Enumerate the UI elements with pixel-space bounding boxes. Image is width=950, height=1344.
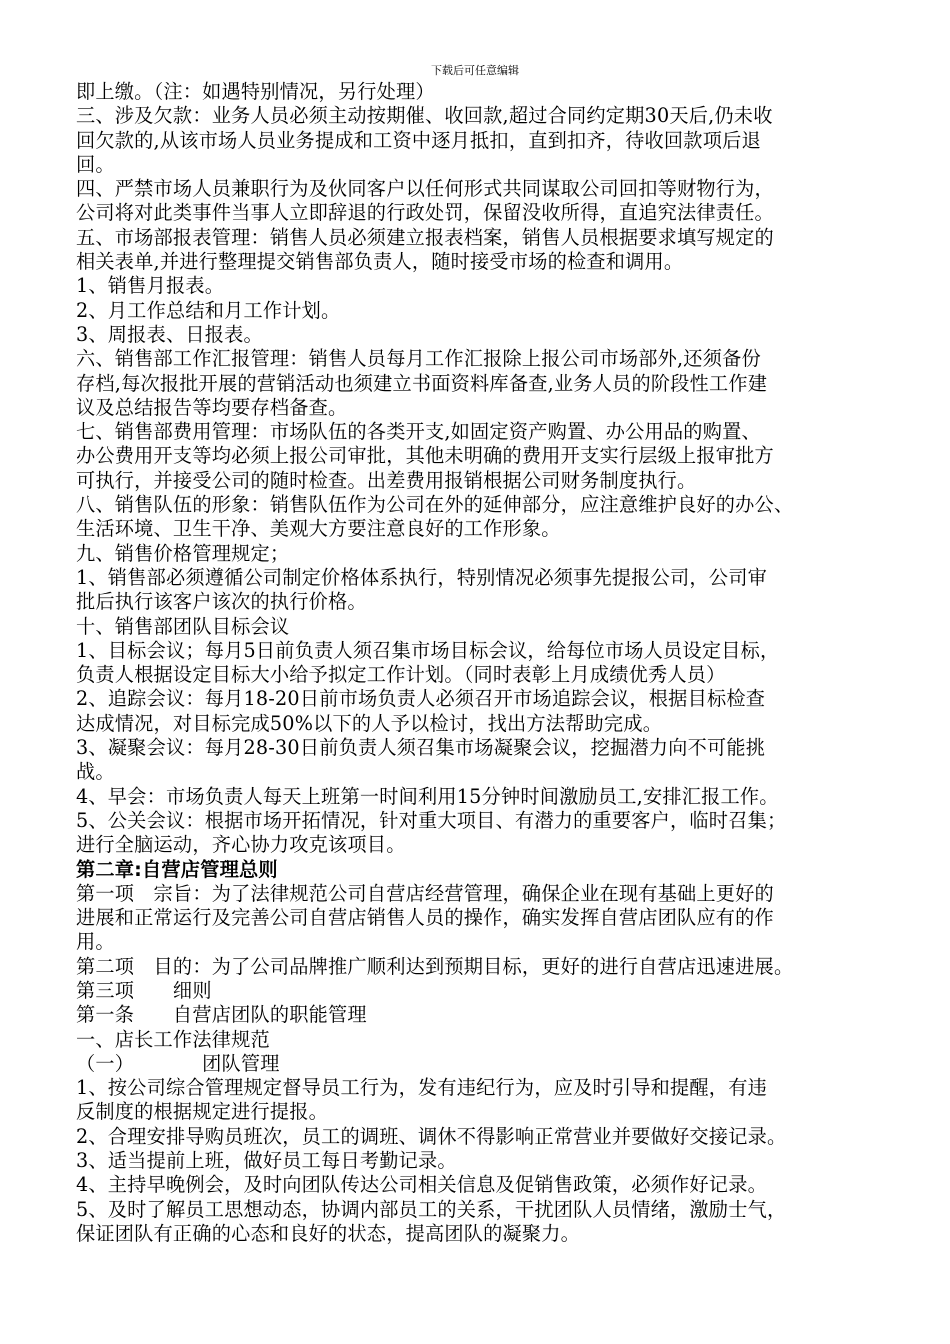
text-line: 五、市场部报表管理：销售人员必须建立报表档案，销售人员根据要求填写规定的: [76, 225, 774, 249]
text-line: 批后执行该客户该次的执行价格。: [76, 590, 367, 614]
text-line: 六、销售部工作汇报管理：销售人员每月工作汇报除上报公司市场部外,还须备份: [76, 347, 761, 371]
text-line: 一、店长工作法律规范: [76, 1027, 270, 1051]
text-line: 回欠款的,从该市场人员业务提成和工资中逐月抵扣，直到扣齐，待收回款项后退: [76, 128, 761, 152]
text-line: 5、及时了解员工思想动态，协调内部员工的关系，干扰团队人员情绪，激励士气，: [76, 1197, 787, 1221]
text-line: 达成情况，对目标完成50%以下的人予以检讨，找出方法帮助完成。: [76, 711, 663, 735]
text-line: 四、严禁市场人员兼职行为及伙同客户以任何形式共同谋取公司回扣等财物行为，: [76, 177, 774, 201]
text-line: 3、周报表、日报表。: [76, 322, 263, 346]
text-line: 4、早会：市场负责人每天上班第一时间利用15分钟时间激励员工,安排汇报工作。: [76, 784, 779, 808]
text-line: 1、销售部必须遵循公司制定价格体系执行，特别情况必须事先提报公司，公司审: [76, 565, 767, 589]
text-line: 2、追踪会议：每月18-20日前市场负责人必须召开市场追踪会议，根据目标检查: [76, 687, 766, 711]
text-line: 回。: [76, 152, 115, 176]
text-line: （一） 团队管理: [76, 1051, 280, 1075]
text-line: 公司将对此类事件当事人立即辞退的行政处罚，保留没收所得，直追究法律责任。: [76, 201, 774, 225]
text-line: 生活环境、卫生干净、美观大方要注意良好的工作形象。: [76, 517, 561, 541]
text-line: 八、销售队伍的形象：销售队伍作为公司在外的延伸部分，应注意维护良好的办公、: [76, 493, 794, 517]
text-line: 负责人根据设定目标大小给予拟定工作计划。（同时表彰上月成绩优秀人员）: [76, 663, 726, 687]
text-line: 第一项 宗旨：为了法律规范公司自营店经营管理，确保企业在现有基础上更好的: [76, 881, 774, 905]
text-line: 十、销售部团队目标会议: [76, 614, 290, 638]
document-body: [76, 80, 896, 1246]
text-line: 即上缴。（注：如遇特别情况，另行处理）: [76, 80, 435, 103]
text-line: 议及总结报告等均要存档备查。: [76, 395, 348, 419]
text-line: 保证团队有正确的心态和良好的状态，提高团队的凝聚力。: [76, 1221, 581, 1245]
text-line: 第一条 自营店团队的职能管理: [76, 1003, 367, 1027]
text-line: 3、适当提前上班，做好员工每日考勤记录。: [76, 1149, 457, 1173]
text-line: 进展和正常运行及完善公司自营店销售人员的操作，确实发挥自营店团队应有的作: [76, 906, 774, 930]
text-line: 三、涉及欠款：业务人员必须主动按期催、收回款,超过合同约定期30天后,仍未收: [76, 104, 773, 128]
text-line: 九、销售价格管理规定；: [76, 541, 290, 565]
text-line: 第三项 细则: [76, 978, 212, 1002]
text-line: 5、公关会议：根据市场开拓情况，针对重大项目、有潜力的重要客户，临时召集；: [76, 808, 787, 832]
header-note: 下载后可任意编辑: [431, 64, 519, 77]
text-line: 办公费用开支等均必须上报公司审批，其他未明确的费用开支实行层级上报审批方: [76, 444, 774, 468]
text-line: 3、凝聚会议：每月28-30日前负责人须召集市场凝聚会议，挖掘潜力向不可能挑: [76, 736, 766, 760]
text-line: 用。: [76, 930, 115, 954]
text-line: 进行全脑运动，齐心协力攻克该项目。: [76, 833, 406, 857]
text-line: 可执行，并接受公司的随时检查。出差费用报销根据公司财务制度执行。: [76, 468, 697, 492]
text-line: 反制度的根据规定进行提报。: [76, 1100, 329, 1124]
text-line: 2、合理安排导购员班次，员工的调班、调休不得影响正常营业并要做好交接记录。: [76, 1124, 787, 1148]
text-line: 七、销售部费用管理：市场队伍的各类开支,如固定资产购置、办公用品的购置、: [76, 420, 761, 444]
chapter-heading: 第二章:自营店管理总则: [76, 857, 278, 881]
text-line: 1、按公司综合管理规定督导员工行为，发有违纪行为，应及时引导和提醒，有违: [76, 1076, 767, 1100]
text-line: 相关表单,并进行整理提交销售部负责人，随时接受市场的检查和调用。: [76, 250, 684, 274]
text-line: 存档,每次报批开展的营销活动也须建立书面资料库备查,业务人员的阶段性工作建: [76, 371, 768, 395]
text-line: 1、销售月报表。: [76, 274, 225, 298]
text-line: 战。: [76, 760, 115, 784]
text-line: 2、月工作总结和月工作计划。: [76, 298, 341, 322]
text-line: 1、目标会议；每月5日前负责人须召集市场目标会议，给每位市场人员设定目标，: [76, 638, 780, 662]
text-line: 第二项 目的：为了公司品牌推广顺利达到预期目标，更好的进行自营店迅速进展。: [76, 954, 794, 978]
text-line: 4、主持早晚例会，及时向团队传达公司相关信息及促销售政策，必须作好记录。: [76, 1173, 767, 1197]
